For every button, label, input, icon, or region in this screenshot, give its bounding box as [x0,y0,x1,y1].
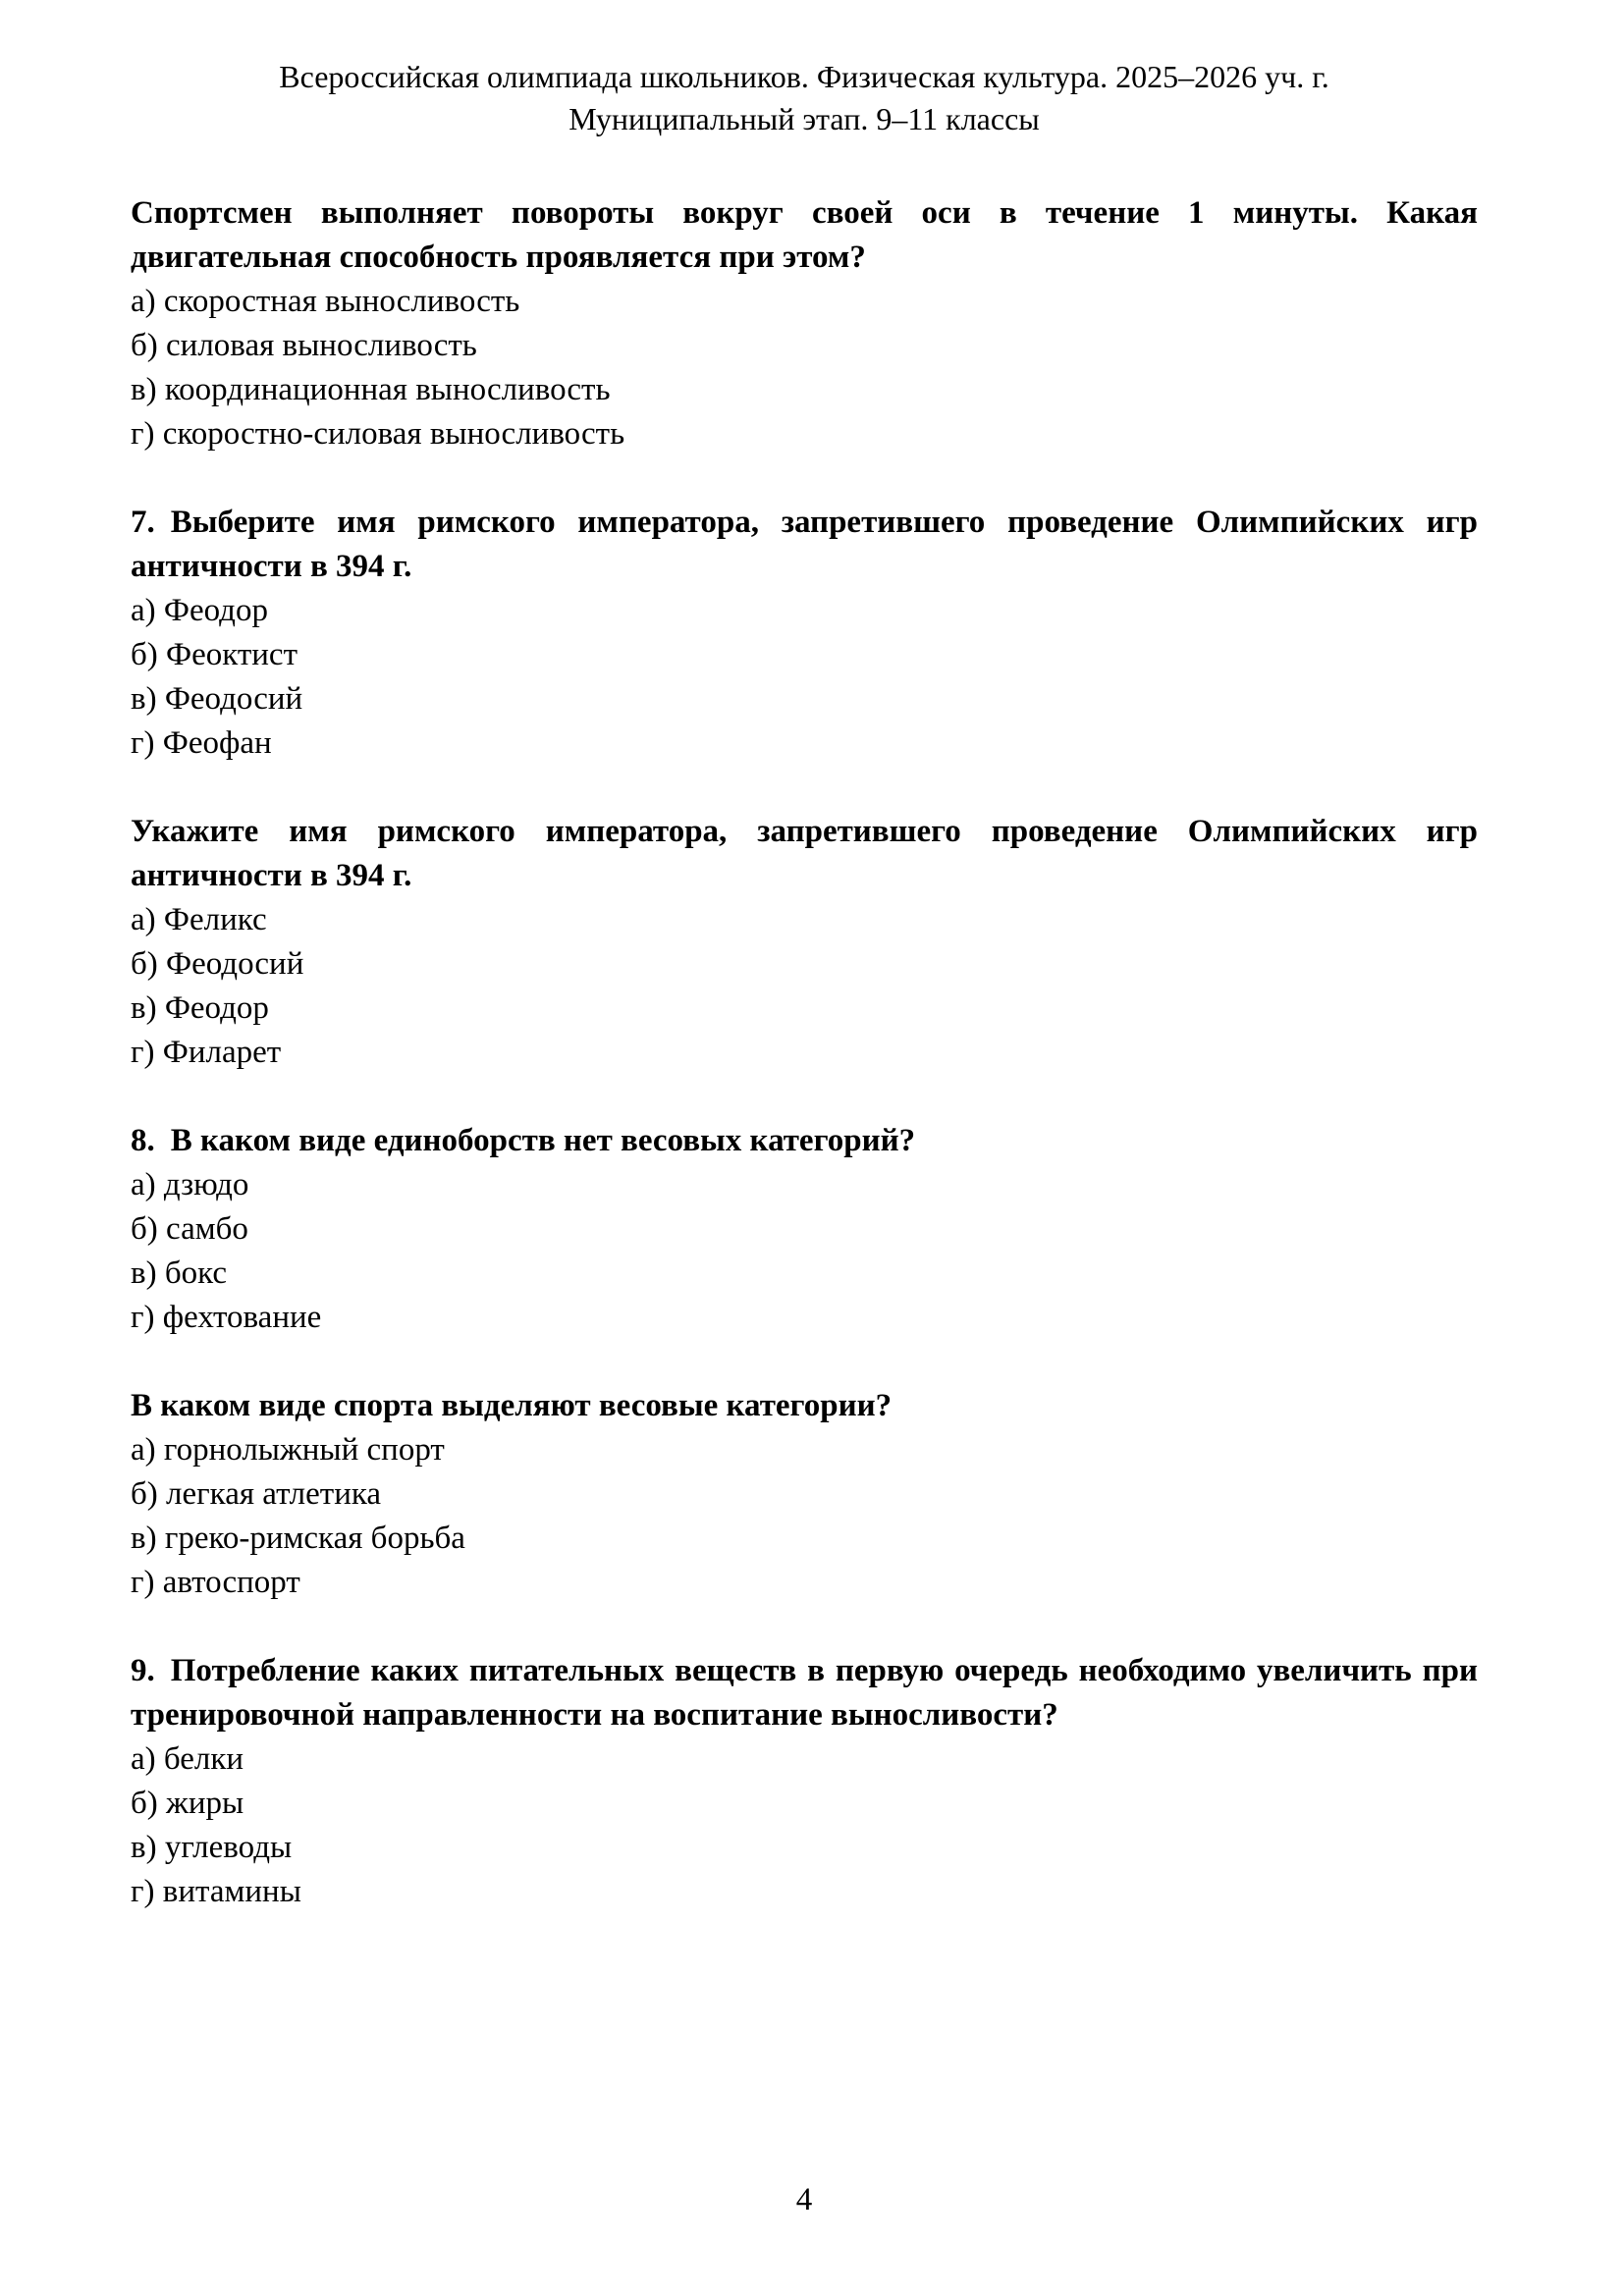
question-number: 7. [131,505,155,540]
question-text: Укажите имя римского императора, запретившего проведение Олимпийских игр античности в 394 г. [131,814,1478,893]
question-block-7-variant [131,810,1478,1075]
question-title [131,1119,1478,1163]
question-block-8 [131,1119,1478,1340]
question-block-1 [131,191,1478,456]
answer-option-g: г) Филарет [131,1035,282,1070]
question-text: Спортсмен выполняет повороты вокруг своей оси в течение 1 минуты. Какая двигательная способность проявляется при этом? [131,195,1478,275]
answer-option-b: б) жиры [131,1786,244,1821]
question-text: В каком виде спорта выделяют весовые категории? [131,1388,893,1423]
header-line-2: Муниципальный этап. 9–11 классы [568,101,1040,136]
answer-option-g: г) автоспорт [131,1565,300,1600]
answer-option-b: б) силовая выносливость [131,328,477,363]
question-text: Выберите имя римского императора, запретившего проведение Олимпийских игр античности в 394 г. [131,505,1478,584]
question-block-8-variant [131,1384,1478,1605]
answer-option-g: г) Феофан [131,725,272,761]
question-number: 8. [131,1123,155,1158]
answer-option-b: б) Феодосий [131,946,304,982]
answer-option-v: в) углеводы [131,1830,293,1865]
answer-option-v: в) греко-римская борьба [131,1521,465,1556]
answer-option-b: б) Феоктист [131,637,298,672]
answer-option-g: г) фехтование [131,1300,322,1335]
header-line-1: Всероссийская олимпиада школьников. Физическая культура. 2025–2026 уч. г. [279,59,1329,94]
page-content [131,56,1478,1914]
answer-option-b: б) легкая атлетика [131,1476,382,1512]
question-number: 9. [131,1653,155,1688]
answer-option-b: б) самбо [131,1211,248,1247]
question-text: Потребление каких питательных веществ в первую очередь необходимо увеличить при тренировочной направленности на воспитание выносливости? [131,1653,1478,1733]
answer-option-g: г) скоростно-силовая выносливость [131,416,625,452]
question-block-7 [131,501,1478,766]
question-title [131,501,1478,589]
answer-option-v: в) Феодор [131,990,269,1026]
answer-option-v: в) координационная выносливость [131,372,611,407]
answer-option-a: а) скоростная выносливость [131,284,520,319]
question-title [131,1384,1478,1428]
answer-option-v: в) бокс [131,1255,227,1291]
question-block-9 [131,1649,1478,1914]
question-text: В каком виде единоборств нет весовых категорий? [170,1123,916,1158]
question-title [131,1649,1478,1737]
answer-option-a: а) Феодор [131,593,268,628]
answer-option-a: а) белки [131,1741,244,1777]
page-number: 4 [795,2182,813,2217]
answer-option-a: а) дзюдо [131,1167,249,1202]
answer-option-g: г) витамины [131,1874,301,1909]
document-header [131,56,1478,140]
answer-option-a: а) горнолыжный спорт [131,1432,445,1468]
answer-option-v: в) Феодосий [131,681,303,717]
answer-option-a: а) Феликс [131,902,267,937]
question-title [131,810,1478,898]
question-title [131,191,1478,280]
